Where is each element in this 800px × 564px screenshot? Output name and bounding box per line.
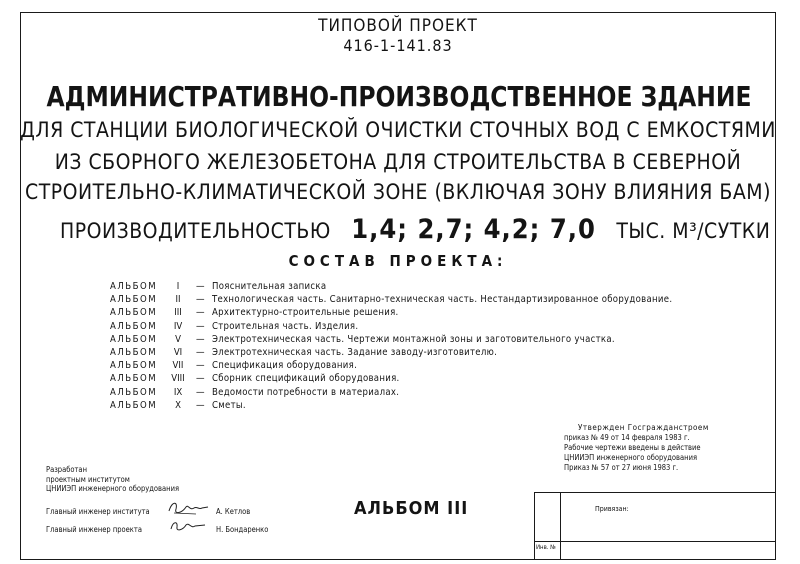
album-description: Технологическая часть. Санитарно-техническая часть. Нестандартизированное оборудование.	[212, 294, 673, 306]
album-dash: —	[196, 347, 205, 359]
album-dash: —	[196, 307, 205, 319]
subtitle-line-3: СТРОИТЕЛЬНО-КЛИМАТИЧЕСКОЙ ЗОНЕ (ВКЛЮЧАЯ ЗОНУ ВЛИЯНИЯ БАМ)	[25, 180, 771, 204]
capacity-line	[60, 214, 770, 245]
album-number: V	[175, 333, 181, 345]
album-row	[110, 346, 672, 359]
album-row	[110, 333, 672, 346]
approval-heading: Утвержден Госгражданстроем	[578, 423, 709, 432]
approval-institute: ЦНИИЭП инженерного оборудования	[564, 453, 698, 462]
album-dash: —	[196, 281, 205, 292]
album-number: II	[175, 294, 181, 306]
album-dash: —	[196, 360, 205, 372]
developer-block	[46, 465, 179, 494]
album-description: Электротехническая часть. Задание заводу-изготовителю.	[212, 347, 498, 359]
album-number: III	[174, 307, 182, 319]
album-description: Спецификация оборудования.	[212, 360, 358, 372]
album-word: АЛЬБОМ	[110, 399, 158, 411]
approval-order: приказ № 49 от 14 февраля 1983 г.	[564, 433, 690, 442]
album-word: АЛЬБОМ	[110, 360, 158, 372]
album-number: X	[175, 399, 181, 411]
album-row	[110, 372, 672, 385]
album-description: Сметы.	[212, 399, 246, 411]
album-word: АЛЬБОМ	[110, 294, 158, 306]
capacity-values: 1,4; 2,7; 4,2; 7,0	[351, 214, 596, 245]
title-block-stamp	[534, 492, 776, 560]
signature-name: Н. Бондаренко	[216, 525, 269, 534]
album-description: Сборник спецификаций оборудования.	[212, 373, 400, 385]
album-row	[110, 320, 672, 333]
handwritten-signature	[166, 499, 210, 517]
album-number: VIII	[171, 373, 185, 385]
album-dash: —	[196, 373, 205, 385]
album-number: VI	[173, 347, 183, 359]
album-dash: —	[196, 320, 205, 332]
type-project-label: ТИПОВОЙ ПРОЕКТ	[318, 16, 478, 36]
album-row	[110, 306, 672, 319]
approval-enacted: Рабочие чертежи введены в действие	[564, 443, 701, 452]
album-dash: —	[196, 294, 205, 306]
stamp-divider-horizontal	[534, 541, 776, 542]
album-description: Ведомости потребности в материалах.	[212, 386, 400, 398]
handwritten-signature	[168, 518, 208, 534]
album-word: АЛЬБОМ	[110, 281, 158, 292]
album-row	[110, 399, 672, 412]
subtitle-line-1: ДЛЯ СТАНЦИИ БИОЛОГИЧЕСКОЙ ОЧИСТКИ СТОЧНЫХ ВОД С ЕМКОСТЯМИ	[20, 118, 776, 142]
album-number: IV	[173, 320, 183, 332]
inventory-label: Инв. №	[536, 544, 556, 551]
album-dash: —	[196, 399, 205, 411]
album-description: Строительная часть. Изделия.	[212, 320, 359, 332]
developer-type: проектным институтом	[46, 474, 130, 484]
signature-name: А. Кетлов	[216, 507, 251, 516]
album-row	[110, 386, 672, 399]
album-description: Пояснительная записка	[212, 281, 327, 292]
capacity-label: ПРОИЗВОДИТЕЛЬНОСТЬЮ	[60, 219, 331, 243]
album-word: АЛЬБОМ	[110, 333, 158, 345]
project-number: 416-1-141.83	[343, 36, 453, 55]
album-description: Архитектурно-строительные решения.	[212, 307, 399, 319]
album-word: АЛЬБОМ	[110, 386, 158, 398]
signature-row	[46, 507, 251, 516]
album-word: АЛЬБОМ	[110, 347, 158, 359]
album-dash: —	[196, 386, 205, 398]
developer-label: Разработан	[46, 465, 87, 474]
album-description: Электротехническая часть. Чертежи монтажной зоны и заготовительного участка.	[212, 333, 615, 345]
signature-role: Главный инженер проекта	[46, 525, 142, 534]
album-number: VII	[172, 360, 184, 372]
capacity-unit: ТЫС. М³/СУТКИ	[616, 219, 771, 243]
document-title: АДМИНИСТРАТИВНО-ПРОИЗВОДСТВЕННОЕ ЗДАНИЕ	[46, 80, 752, 113]
album-word: АЛЬБОМ	[110, 373, 158, 385]
album-word: АЛЬБОМ	[110, 307, 158, 319]
album-row	[110, 359, 672, 372]
album-word: АЛЬБОМ	[110, 320, 158, 332]
stamp-divider-vertical	[560, 492, 561, 560]
signature-row	[46, 525, 269, 534]
signature-role: Главный инженер института	[46, 507, 150, 516]
album-number: I	[176, 281, 180, 292]
album-label: АЛЬБОМ III	[354, 498, 469, 519]
album-dash: —	[196, 333, 205, 345]
subtitle-line-2: ИЗ СБОРНОГО ЖЕЛЕЗОБЕТОНА ДЛЯ СТРОИТЕЛЬСТВА В СЕВЕРНОЙ	[54, 150, 742, 174]
composition-heading: СОСТАВ ПРОЕКТА:	[288, 252, 508, 270]
album-number: IX	[173, 386, 183, 398]
album-row	[110, 293, 672, 306]
album-list	[110, 280, 672, 412]
approval-block	[564, 423, 709, 473]
album-row	[110, 280, 672, 293]
developer-institute: ЦНИИЭП инженерного оборудования	[46, 484, 180, 493]
attached-label: Привязан:	[595, 505, 629, 513]
approval-order-2: Приказ № 57 от 27 июня 1983 г.	[564, 463, 679, 472]
